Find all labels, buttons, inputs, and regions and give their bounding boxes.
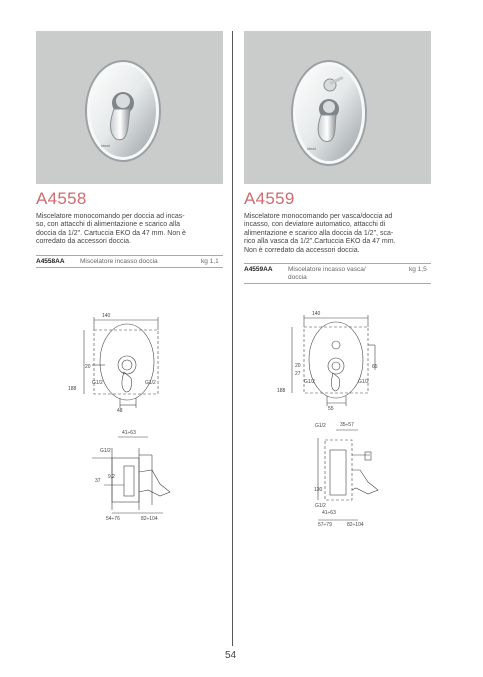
svg-text:Ideal: Ideal: [101, 143, 110, 148]
dim-9-2: 9,2: [108, 474, 115, 480]
dim-height: 188: [277, 388, 286, 394]
dim-thread: G1/2: [92, 380, 103, 386]
dim-20: 20: [85, 364, 91, 370]
article-code: A4559AA: [244, 266, 273, 273]
article-weight: kg 1,5: [409, 266, 427, 273]
dim-width: 140: [312, 311, 321, 317]
dim-37: 37: [95, 478, 101, 484]
dim-thread: G1/2: [358, 379, 369, 385]
article-weight: kg 1,1: [201, 258, 219, 265]
product-code: A4558: [36, 189, 87, 208]
dim-range: 41÷63: [322, 510, 336, 516]
dim-130: 130: [314, 487, 323, 493]
dim-thread: G1/2: [100, 448, 111, 454]
article-name: Miscelatore incasso vasca/ doccia: [288, 266, 366, 281]
page-number: 54: [225, 650, 237, 661]
product-description: Miscelatore monocomando per doccia ad incas- so, con attacchi di alimentazione e scarico alla doccia da 1/2". Cartuccia EKO da 47 mm. Non è corredato da accessori doccia.: [36, 213, 186, 246]
dim-range: 82÷104: [141, 516, 158, 522]
article-code: A4558AA: [36, 258, 65, 265]
dim-height: 188: [68, 386, 77, 392]
dim-48: 48: [117, 408, 123, 414]
dim-55: 55: [328, 406, 334, 412]
dim-range: 82÷104: [347, 522, 364, 528]
product-description: Miscelatore monocomando per vasca/doccia ad incasso, con deviatore automatico, attacchi di alimentazione e scarico alla doccia da 1/2", sca- rico alla vasca da 1/2".Cartuccia EKO da 47 mm. Non è corredato da accessori doccia.: [244, 213, 396, 254]
article-name: Miscelatore incasso doccia: [80, 258, 158, 265]
product-code: A4559: [244, 189, 295, 208]
dim-range: 57÷79: [318, 522, 332, 528]
dim-27: 27: [295, 371, 301, 377]
dim-thread: G1/2: [315, 503, 326, 509]
dim-thread: G1/2: [304, 379, 315, 385]
dim-range: 41÷63: [122, 430, 136, 436]
dim-thread: G1/2: [315, 423, 326, 429]
dim-range: 35÷57: [340, 422, 354, 428]
dim-20: 20: [295, 363, 301, 369]
svg-text:Ideal: Ideal: [307, 146, 316, 151]
dim-thread: G1/2: [145, 380, 156, 386]
dim-range: 54÷76: [106, 516, 120, 522]
dim-65: 65: [372, 364, 378, 370]
dim-width: 140: [102, 313, 111, 319]
